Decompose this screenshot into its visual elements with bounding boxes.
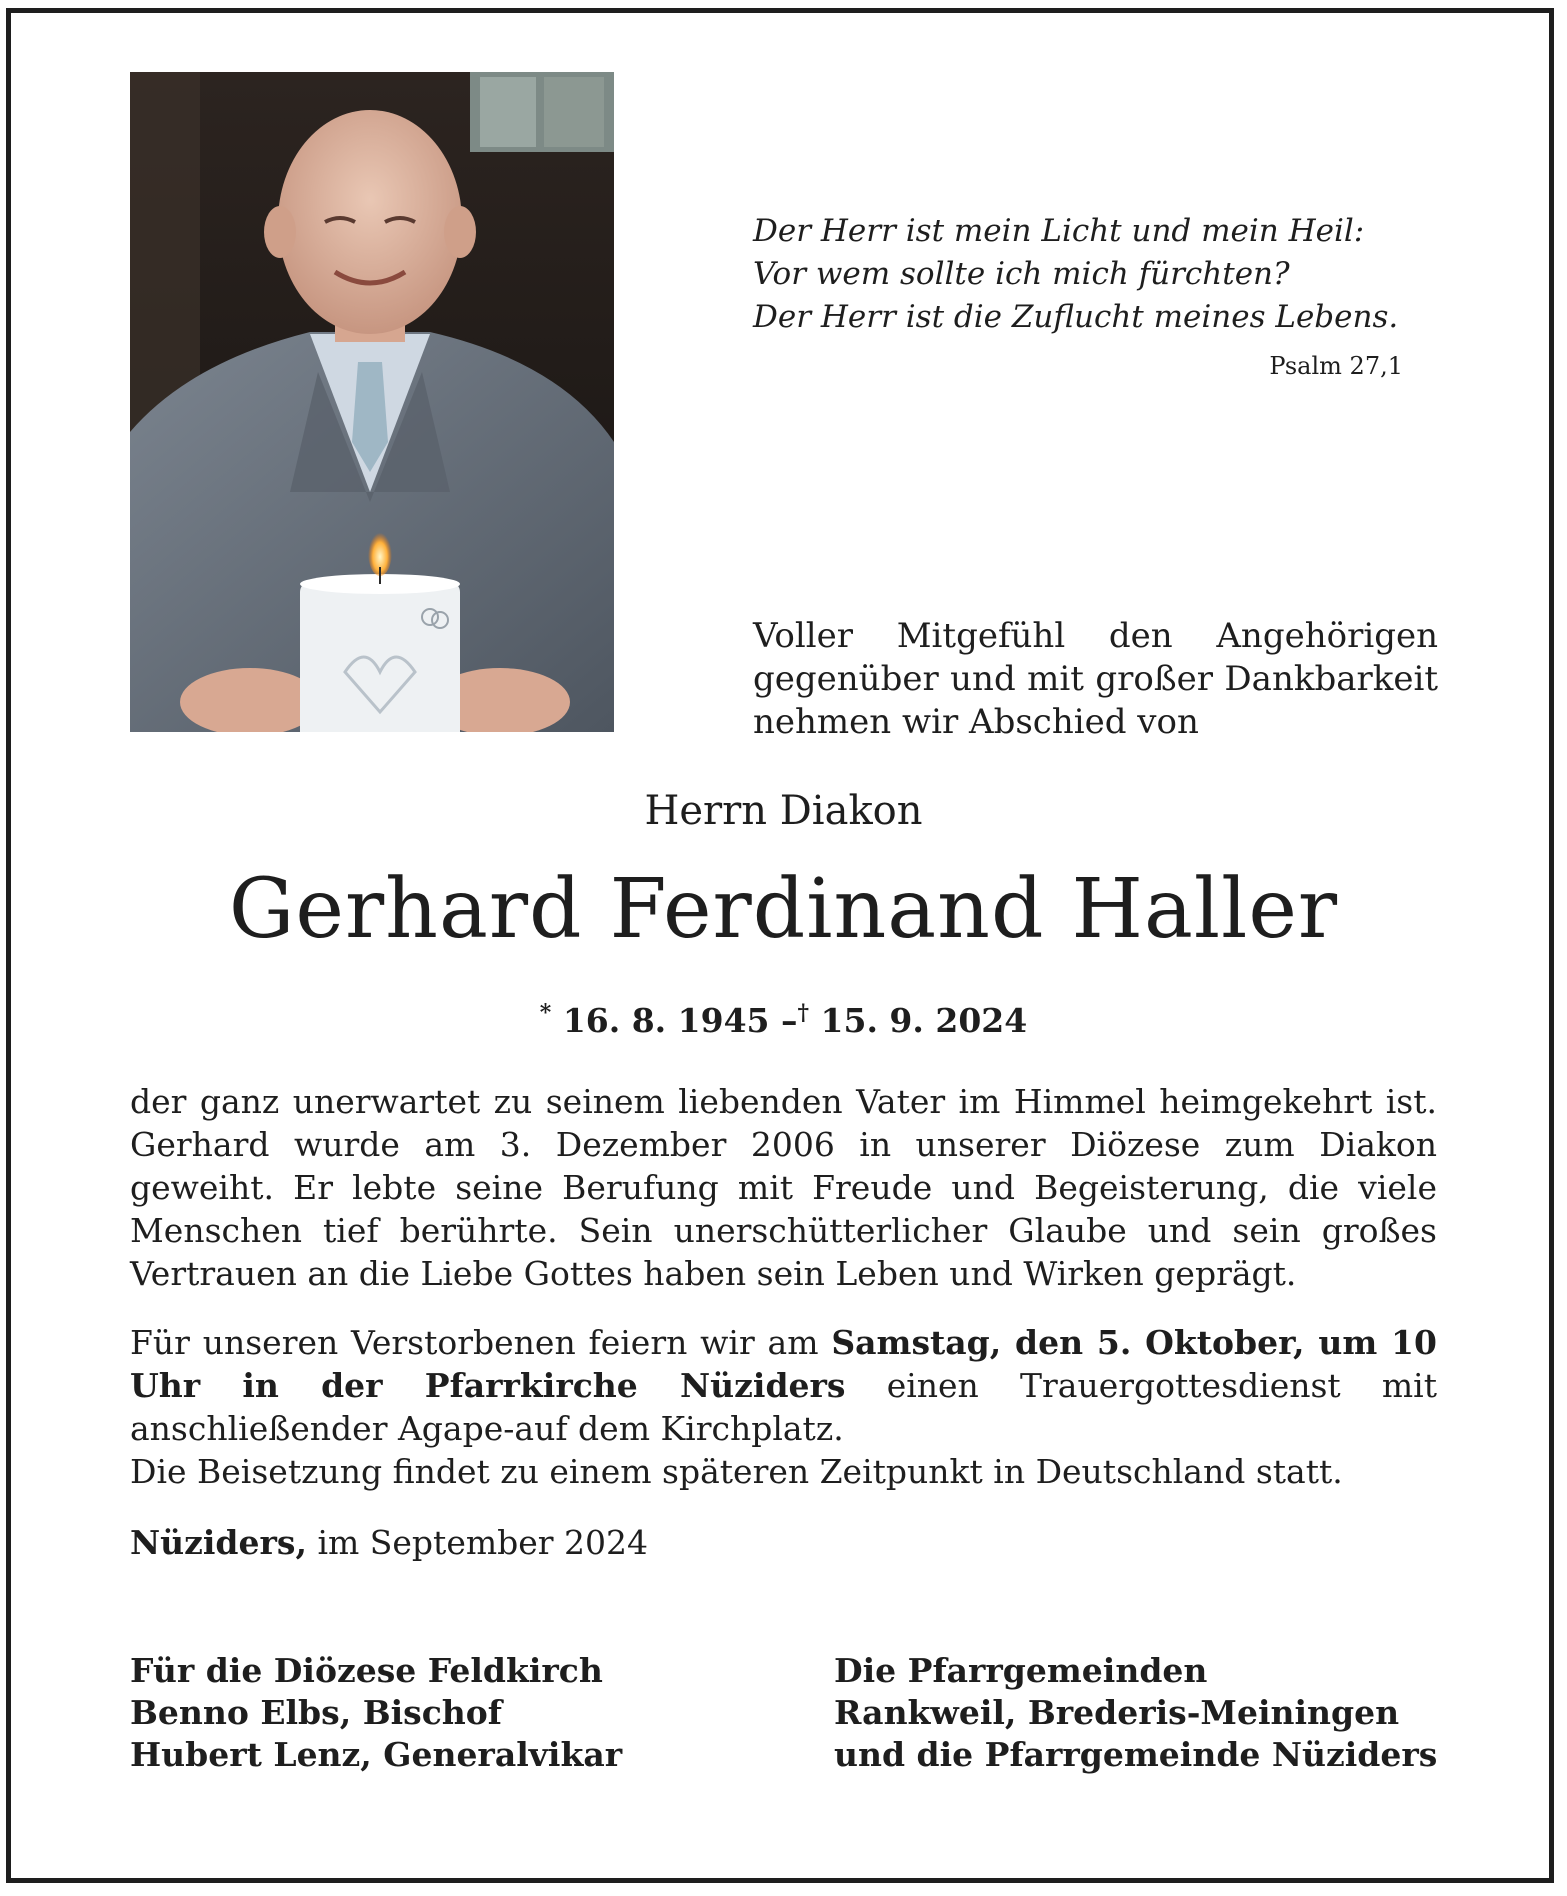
body-paragraph-2 [130, 1321, 1437, 1493]
signoff-place: Nüziders, [130, 1523, 307, 1562]
psalm-line: Der Herr ist mein Licht und mein Heil: [753, 213, 1365, 249]
body-paragraph-1: der ganz unerwartet zu seinem liebenden Vater im Himmel heimgekehrt ist. Gerhard wurde am 3. Dezember 2006 in unserer Diözese zum Diakon geweiht. Er lebte seine Berufung mit Freude und Begeisterung, die viele Menschen tief berührte. Sein unerschütterlicher Glaube und sein großes Vertrauen an die Liebe Gottes haben sein Leben und Wirken geprägt. [130, 1082, 1437, 1293]
psalm-line: Der Herr ist die Zuflucht meines Lebens. [753, 299, 1399, 335]
signature-line: Rankweil, Brederis-Meiningen [834, 1693, 1400, 1732]
birth-symbol: * [539, 1000, 552, 1026]
signature-parishes [834, 1650, 1437, 1776]
psalm-quote [753, 210, 1403, 339]
date-separator: – [781, 1001, 798, 1040]
burial-note: Die Beisetzung findet zu einem späteren Zeitpunkt in Deutschland statt. [130, 1452, 1343, 1491]
signature-line: Hubert Lenz, Generalvikar [130, 1735, 623, 1774]
place-date-line [130, 1523, 648, 1562]
signature-diocese [130, 1650, 622, 1776]
life-dates [0, 1000, 1567, 1040]
intro-text: Voller Mitgefühl den Angehörigen gegenüber und mit großer Dankbarkeit nehmen wir Abschied von [753, 616, 1438, 742]
death-symbol: † [797, 1000, 810, 1026]
signature-line: Die Pfarrgemeinden [834, 1651, 1208, 1690]
birth-date: 16. 8. 1945 [562, 1001, 770, 1040]
service-intro: Für unseren Verstorbenen feiern wir am [130, 1323, 832, 1362]
signature-line: Für die Diözese Feldkirch [130, 1651, 603, 1690]
death-date: 15. 9. 2024 [820, 1001, 1028, 1040]
psalm-reference: Psalm 27,1 [1269, 352, 1403, 380]
deceased-name: Gerhard Ferdinand Haller [228, 862, 1339, 957]
psalm-line: Vor wem sollte ich mich fürchten? [753, 256, 1290, 292]
signature-line: Benno Elbs, Bischof [130, 1693, 502, 1732]
signature-line: und die Pfarrgemeinde Nüziders [834, 1735, 1438, 1774]
service-details: einen Trauergottesdienst mit anschließender Agape-auf dem Kirchplatz. [130, 1366, 1437, 1448]
notice-body [130, 1080, 1437, 1493]
signoff-date: im September 2024 [306, 1523, 649, 1562]
honorific-title: Herrn Diakon [644, 788, 923, 834]
service-date-location: Samstag, den 5. Oktober, um 10 Uhr in der Pfarrkirche Nüziders [130, 1323, 1437, 1405]
portrait-photo [130, 72, 614, 732]
